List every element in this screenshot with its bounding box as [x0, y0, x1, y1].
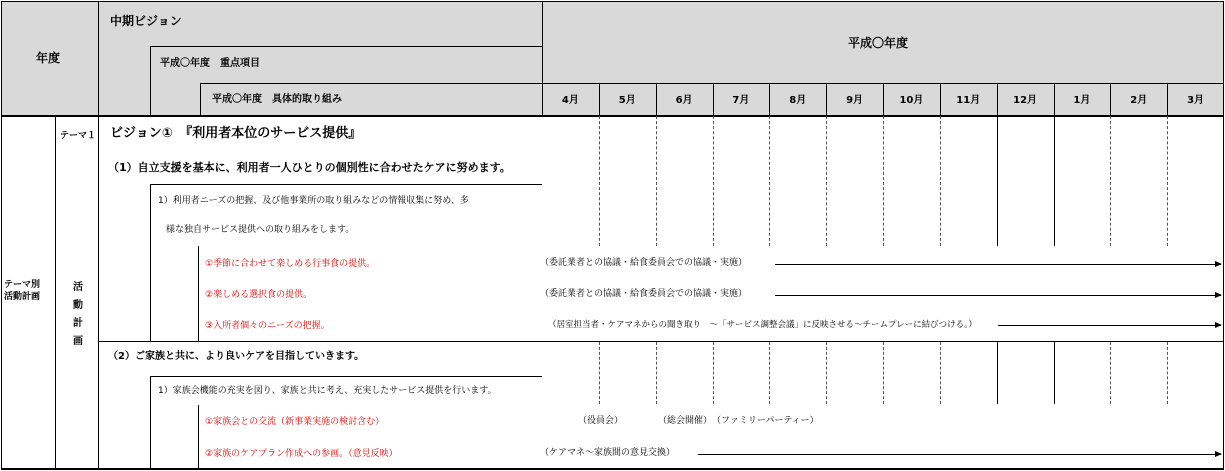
specific-actions-label: 平成〇年度 具体的取り組み: [212, 94, 342, 105]
schedule-note-family-party: （ファミリーパーティー）: [712, 416, 819, 426]
goal2-divider: [98, 341, 1224, 342]
month-label: 5月: [618, 95, 636, 106]
goal2-item-box-left: [150, 376, 151, 469]
month-grid-line: [769, 342, 770, 404]
month-grid-line: [1167, 342, 1168, 404]
month-grid-line: [997, 116, 998, 246]
goal1-item-box-left: [150, 184, 151, 341]
month-label: 1月: [1073, 95, 1091, 106]
fiscal-year-label: 平成〇年度: [848, 36, 909, 50]
activity-family-careplan: ②家族のケアプラン作成への参画。（意見反映）: [205, 449, 398, 459]
schedule-note-selectable: （委託業者との協議・給食委員会での協議・実施）: [540, 289, 748, 299]
goal1-item-line2: 様な独自サービス提供への取り組みをします。: [166, 225, 355, 235]
month-grid-line: [599, 342, 600, 404]
actions-row-top-line: [200, 83, 542, 84]
activity-plan-label: [71, 281, 85, 353]
theme-label: テーマ１: [60, 131, 97, 141]
goal2-item: 1）家族会機能の充実を図り、家族と共に考え、充実したサービス提供を行います。: [158, 386, 497, 396]
schedule-note-seasonal: （委託業者との協議・給食委員会での協議・実施）: [540, 258, 748, 268]
vision-title: ビジョン① 『利用者本位のサービス提供』: [110, 126, 362, 141]
activity-selectable-meals: ②楽しめる選択食の提供。: [205, 290, 313, 300]
priority-row-top-line: [150, 46, 542, 47]
month-grid-line: [599, 116, 600, 246]
month-grid-line: [1054, 342, 1055, 404]
goal1-text: （1）自立支援を基本に、利用者一人ひとりの個別性に合わせたケアに努めます。: [108, 161, 511, 174]
month-grid-line: [713, 116, 714, 246]
month-label: 4月: [561, 95, 579, 106]
goal1-item-line1: 1）利用者ニーズの把握、及び他事業所の取り組みなどの情報収集に努め、多: [158, 196, 469, 206]
month-grid-line: [713, 342, 714, 404]
outer-border-left: [1, 1, 2, 470]
goal1-acts-box-left: [198, 246, 199, 341]
schedule-arrow-seasonal: [775, 264, 1221, 265]
month-label: 10月: [899, 95, 924, 106]
month-grid-line: [883, 342, 884, 404]
year-label: 年度: [36, 51, 61, 65]
activity-plan-char: 動: [73, 300, 83, 311]
month-label: 9月: [846, 95, 864, 106]
month-label: 11月: [956, 95, 981, 106]
theme-column-divider: [55, 116, 56, 469]
month-label: 7月: [732, 95, 750, 106]
activity-resident-needs: ③入所者個々のニーズの把握。: [205, 321, 330, 331]
schedule-note-general-meeting: （総会開催）: [658, 416, 713, 426]
month-grid-line: [826, 116, 827, 246]
month-grid-line: [656, 342, 657, 404]
month-grid-line: [997, 342, 998, 404]
activity-plan-char: 計: [73, 318, 83, 329]
schedule-arrow-selectable: [775, 295, 1221, 296]
month-grid-line: [769, 116, 770, 246]
month-grid-line: [826, 342, 827, 404]
goal2-acts-box-left: [198, 405, 199, 469]
schedule-arrow-needs: [998, 325, 1221, 326]
month-label: 2月: [1130, 95, 1148, 106]
month-grid-line: [940, 116, 941, 246]
month-label: 6月: [675, 95, 693, 106]
goal1-item-box-top: [150, 184, 542, 185]
goal2-text: （2）ご家族と共に、より良いケアを目指していきます。: [108, 351, 365, 362]
outer-border-right: [1223, 1, 1224, 470]
header-bottom-line: [1, 115, 1224, 117]
month-grid-line: [1110, 116, 1111, 246]
outer-border-bottom: [1, 468, 1224, 470]
goal2-item-box-top: [150, 376, 542, 377]
month-grid-line: [1054, 116, 1055, 246]
schedule-note-board: （役員会）: [578, 416, 624, 426]
schedule-note-opinion-exchange: （ケアマネ～家族間の意見交換）: [540, 448, 676, 458]
month-grid-line: [656, 116, 657, 246]
schedule-note-needs: （居室担当者・ケアマネからの聞き取り ～「サービス調整会議」に反映させる～チームプレーに結びつける。）: [548, 320, 977, 330]
activity-plan-char: 活: [73, 282, 83, 293]
activity-seasonal-meals: ①季節に合わせて楽しめる行事食の提供。: [205, 259, 376, 269]
month-grid-line: [1110, 342, 1111, 404]
month-label: 12月: [1013, 95, 1038, 106]
schedule-arrow-opinion-exchange: [698, 454, 1221, 455]
activity-family-association: ①家族会との交流（新事業実施の検討含む）: [205, 417, 385, 427]
activity-plan-char: 画: [73, 336, 83, 347]
mid-vision-label: 中期ビジョン: [110, 14, 182, 28]
outer-border-top: [1, 1, 1224, 2]
priority-column-divider: [150, 46, 151, 116]
theme-plan-label: テーマ別 活動計画: [4, 280, 41, 302]
year-column-divider: [98, 1, 99, 470]
month-label: 3月: [1187, 95, 1205, 106]
priority-items-label: 平成〇年度 重点項目: [160, 58, 260, 69]
actions-column-divider: [200, 83, 201, 116]
month-grid-line: [1167, 116, 1168, 246]
month-grid-line: [883, 116, 884, 246]
month-label: 8月: [789, 95, 807, 106]
month-grid-line: [940, 342, 941, 404]
